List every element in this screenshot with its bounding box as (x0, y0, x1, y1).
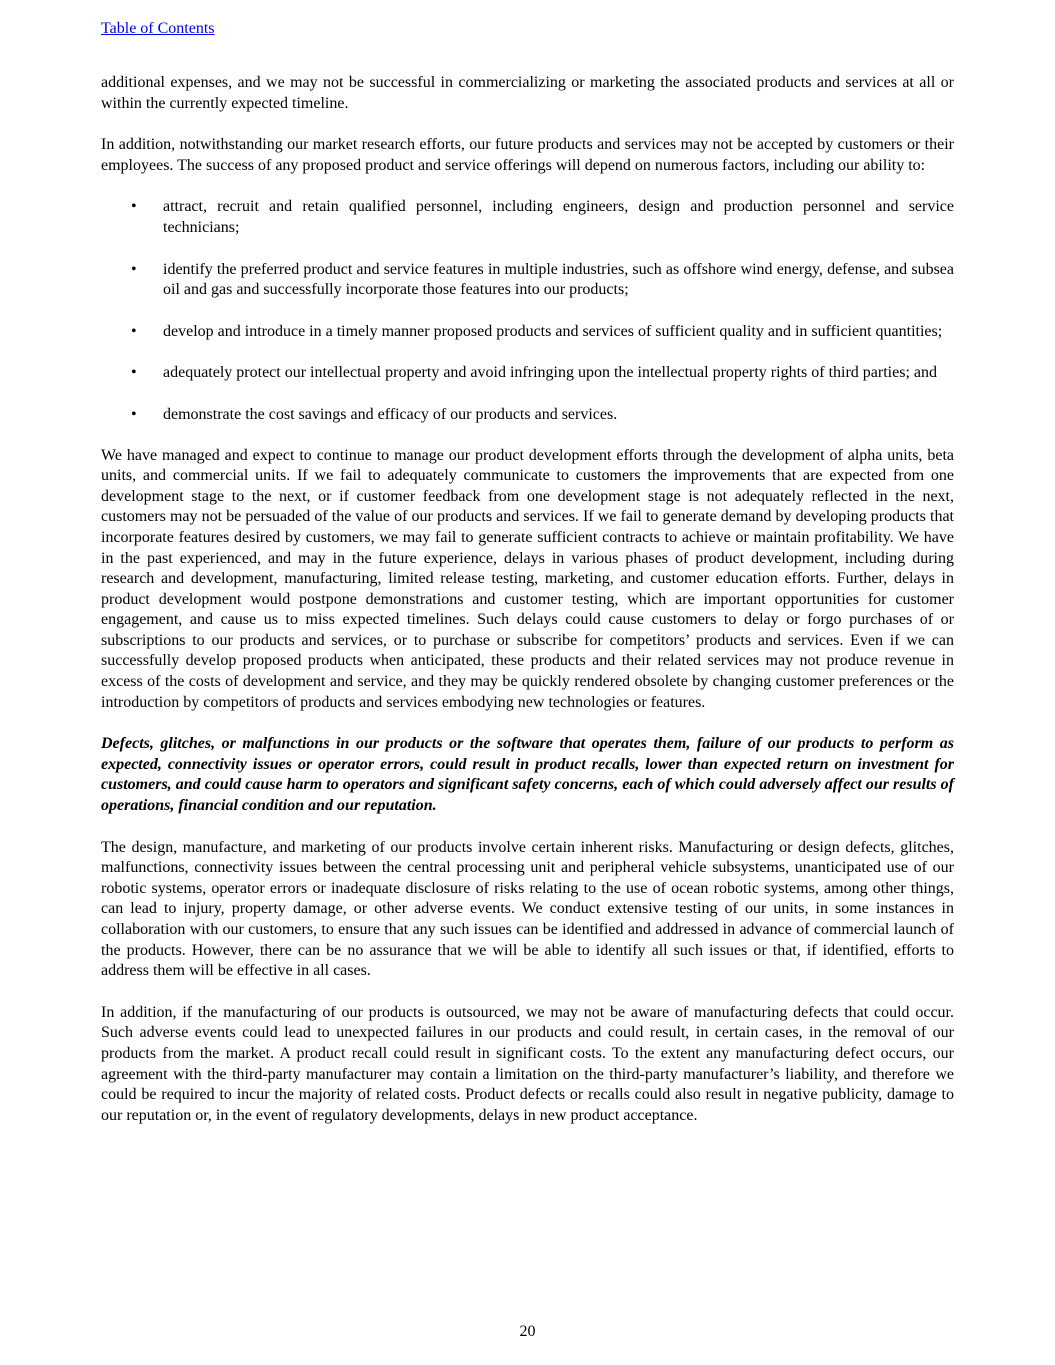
bullet-icon: • (131, 322, 137, 340)
paragraph-inherent-risks: The design, manufacture, and marketing of our products involve certain inherent risks. Manufacturing or design defects, glitches, malfunctions, connectivity issues between the central processing unit and peripheral vehicle subsystems, unanticipated use of our robotic systems, operator errors or inadequate disclosure of risks relating to the use of ocean robotic systems, among other things, can lead to injury, property damage, or other adverse events. We conduct extensive testing of our units, in some instances in collaboration with our customers, to ensure that any such issues can be identified and addressed in advance of commercial launch of the products. However, there can be no assurance that we will be able to identify all such issues or that, if identified, efforts to address them will be effective in all cases. (101, 838, 954, 980)
list-item-text: identify the preferred product and service features in multiple industries, such as offshore wind energy, defense, and subsea oil and gas and successfully incorporate those features into our products; (163, 260, 954, 299)
list-item-text: demonstrate the cost savings and efficacy of our products and services. (163, 405, 618, 423)
list-item (101, 363, 954, 384)
list-item (101, 197, 954, 238)
list-item (101, 260, 954, 301)
list-item (101, 405, 954, 426)
paragraph-intro-continuation: additional expenses, and we may not be successful in commercializing or marketing the associated products and services at all or within the currently expected timeline. (101, 74, 954, 112)
table-of-contents-link[interactable]: Table of Contents (101, 20, 215, 37)
success-factors-list (101, 197, 954, 425)
bullet-icon: • (131, 198, 137, 216)
page-number: 20 (519, 1323, 536, 1340)
bullet-icon: • (131, 260, 137, 278)
risk-factor-heading: Defects, glitches, or malfunctions in our products or the software that operates them, failure of our products to perform as expected, connectivity issues or operator errors, could result in product recalls, lower than expected return on investment for customers, and could cause harm to operators and significant safety concerns, each of which could adversely affect our results of operations, financial condition and our reputation. (101, 735, 954, 815)
paragraph-product-development: We have managed and expect to continue to manage our product development efforts through the development of alpha units, beta units, and commercial units. If we fail to adequately communicate to customers the improvements that are expected from one development stage to the next, or if customer feedback from one development stage is not adequately reflected in the next, customers may not be persuaded of the value of our products and services. If we fail to generate demand by developing products that incorporate features desired by customers, we may fail to generate sufficient contracts to achieve or maintain profitability. We have in the past experienced, and may in the future experience, delays in various phases of product development, including during research and development, manufacturing, limited release testing, marketing, and customer education efforts. Further, delays in product development would postpone demonstrations and customer testing, which are important opportunities for customer engagement, and cause us to miss expected timelines. Such delays could cause customers to delay or forgo purchases of or subscriptions to our products and services, or to purchase or subscribe for competitors’ products and services. Even if we can successfully develop proposed products when anticipated, these products and their related services may not produce revenue in excess of the costs of development and service, and they may be quickly rendered obsolete by changing customer preferences or the introduction by competitors of products and services embodying new technologies or features. (101, 446, 954, 711)
list-item-text: adequately protect our intellectual property and avoid infringing upon the intellectual property rights of third parties; and (163, 364, 937, 382)
list-item-text: attract, recruit and retain qualified personnel, including engineers, design and production personnel and service technicians; (163, 198, 954, 236)
bullet-icon: • (131, 405, 137, 423)
paragraph-success-factors: In addition, notwithstanding our market research efforts, our future products and services may not be accepted by customers or their employees. The success of any proposed product and service offerings will depend on numerous factors, including our ability to: (101, 136, 954, 174)
document-body (101, 73, 954, 1147)
list-item-text: develop and introduce in a timely manner proposed products and services of sufficient quality and in sufficient quantities; (163, 322, 943, 340)
bullet-icon: • (131, 364, 137, 382)
paragraph-outsourced-manufacturing: In addition, if the manufacturing of our products is outsourced, we may not be aware of manufacturing defects that could occur. Such adverse events could lead to unexpected failures in our products and could result, in certain cases, in the removal of our products from the market. A product recall could result in significant costs. To the extent any manufacturing defect occurs, our agreement with the third-party manufacturer may contain a limitation on the third-party manufacturer’s liability, and therefore we could be required to incur the majority of related costs. Product defects or recalls could also result in negative publicity, damage to our reputation or, in the event of regulatory developments, delays in new product acceptance. (101, 1003, 954, 1124)
list-item (101, 322, 954, 343)
